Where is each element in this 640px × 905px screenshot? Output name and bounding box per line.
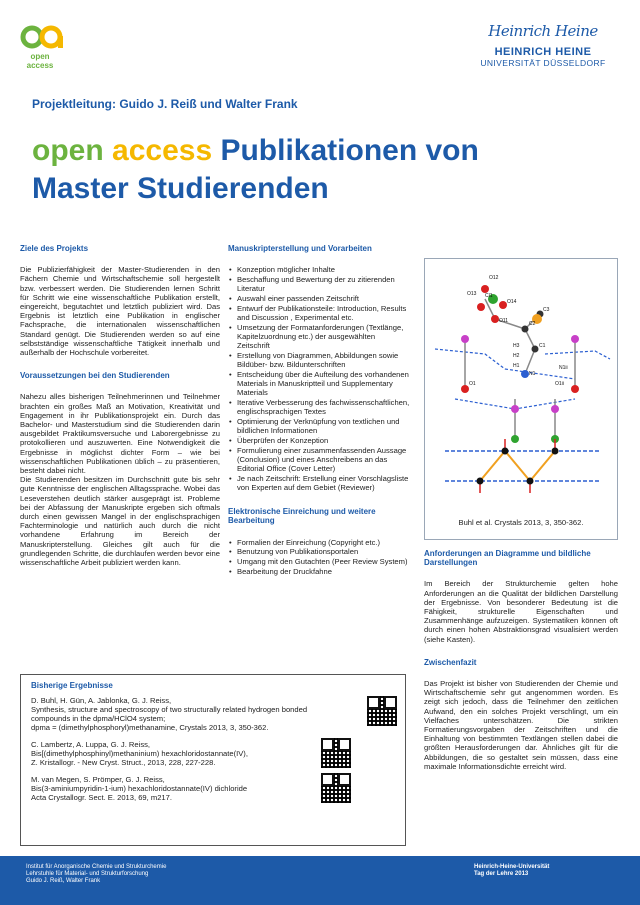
reference-item bbox=[31, 775, 395, 802]
atom-label: C3 bbox=[543, 307, 550, 313]
list-item: • Auswahl einer passenden Zeitschrift bbox=[228, 294, 410, 303]
footer-line: Guido J. Reiß, Walter Frank bbox=[26, 878, 101, 884]
list-item: • Entwurf der Publikationsteile: Introduction, Results and Discussion , Experimental etc. bbox=[228, 304, 410, 322]
left-column bbox=[20, 244, 220, 567]
footer-line: Lehrstuhle für Material- und Strukturforschung bbox=[26, 871, 149, 877]
list-item: • Benutzung von Publikationsportalen bbox=[228, 547, 410, 556]
atom-label: H2 bbox=[513, 353, 520, 359]
title-line2: Master Studierenden bbox=[32, 172, 329, 205]
atom-label: C1 bbox=[539, 343, 546, 349]
list-item: • Je nach Zeitschrift: Erstellung einer Vorschlagsliste von Experten auf dem Gebiet (Reviewer) bbox=[228, 474, 410, 492]
reference-title: Synthesis, structure and spectroscopy of two structurally related hydrogen bonded compounds in the dpma/HClO4 system; bbox=[31, 705, 308, 723]
atom-label: Cl1 bbox=[485, 293, 493, 299]
manuscript-list bbox=[228, 265, 410, 492]
diagram-heading: Anforderungen an Diagramme und bildliche Darstellungen bbox=[424, 549, 591, 568]
open-access-logo bbox=[20, 24, 80, 70]
footer-line: Heinrich-Heine-Universität bbox=[474, 864, 550, 870]
list-item: • Entscheidung über die Aufteilung des vorhandenen Materials in Manuskriptteil und Supplementary Materials bbox=[228, 370, 410, 398]
university-subtitle: UNIVERSITÄT DÜSSELDORF bbox=[480, 58, 606, 68]
prereq-text-2: Die Studierenden besitzen im Durchschnitt gute bis sehr gute Kenntnisse der englischen Alltagssprache. Wobei das Leseverstehen deutlich stärker ausgeprägt ist. Probleme bei der Abfassung der Manuskripte ergeben sich oftmals durch einen gewissen Mangel in der englischsprachigen Fachterminologie und natürlich auch durch die nicht vorhandene Erfahrung im Bereich der Manuskripterstellung. Gleiches gilt auch für die grundlegenden Schritte, die durchlaufen werden bevor eine wissenschaftliche Arbeit publiziert werden kann. bbox=[20, 475, 220, 568]
list-item: • Beschaffung und Bewertung der zu zitierenden Literatur bbox=[228, 275, 410, 293]
reference-item bbox=[31, 696, 395, 732]
atom-label: N1 bbox=[529, 371, 536, 377]
middle-column bbox=[228, 244, 410, 577]
atom-label: O13 bbox=[467, 291, 477, 297]
list-item: • Konzeption möglicher Inhalte bbox=[228, 265, 410, 274]
open-access-icon bbox=[20, 24, 64, 50]
atom-label: O1 bbox=[469, 381, 476, 387]
reference-authors: D. Buhl, H. Gün, A. Jablonka, G. J. Reiss, bbox=[31, 696, 172, 705]
title-rest: Publikationen von bbox=[220, 134, 479, 167]
submission-list bbox=[228, 538, 410, 577]
list-item: • Erstellung von Diagrammen, Abbildungen sowie Bildüber- bzw. Bildunterschriften bbox=[228, 351, 410, 369]
footer-bar bbox=[0, 856, 640, 905]
atom-label: H1 bbox=[513, 363, 520, 369]
footer-line: Institut für Anorganische Chemie und Strukturchemie bbox=[26, 864, 167, 870]
goals-text: Die Publizierfähigkeit der Master-Studierenden in den Fächern Chemie und Wirtschaftschemie soll hergestellt bzw. verbessert werden. Die Studierenden lernen Schritt für Schritt wie eine wissenschaftliche Publikation erstellt, eingereicht, begutachtet und letztlich publiziert wird. Das Ergebnis ist letztlich eine Publikation in englischer Fachsprache, die internationalen wissenschaftlichen Standard genügt. Die Studierenden werden so auf eine selbstständige wissenschaftliche Tätigkeit innerhalb und außerhalb der Hochschule vorbereitet. bbox=[20, 265, 220, 358]
qr-code[interactable] bbox=[367, 696, 397, 726]
crystal-structure-diagram bbox=[425, 259, 619, 509]
list-item: • Formalien der Einreichung (Copyright etc.) bbox=[228, 538, 410, 547]
atom-label: O12 bbox=[489, 275, 499, 281]
figure-caption: Buhl et al. Crystals 2013, 3, 350-362. bbox=[458, 518, 584, 527]
list-item: • Formulierung einer zusammenfassenden Aussage (Conclusion) und eines Anschreibens an das Editorial Office (Cover Letter) bbox=[228, 446, 410, 474]
atom-label: N1ii bbox=[559, 365, 568, 371]
manuscript-heading: Manuskripterstellung und Vorarbeiten bbox=[228, 244, 372, 253]
atom-label: O14 bbox=[507, 299, 517, 305]
university-logo bbox=[468, 22, 618, 68]
right-column bbox=[424, 549, 618, 771]
footer-university bbox=[474, 864, 549, 878]
submission-heading: Elektronische Einreichung und weitere Bearbeitung bbox=[228, 507, 376, 526]
goals-heading: Ziele des Projekts bbox=[20, 244, 89, 253]
results-box bbox=[20, 674, 406, 846]
results-heading: Bisherige Ergebnisse bbox=[31, 681, 113, 690]
reference-source: Acta Crystallogr. Sect. E. 2013, 69, m217. bbox=[31, 793, 172, 802]
footer-institute bbox=[26, 864, 166, 885]
reference-title: Bis[(dimethylphosphinyl)methaninium) hexachloridostannate(IV), bbox=[31, 749, 248, 758]
list-item: • Umgang mit den Gutachten (Peer Review System) bbox=[228, 557, 410, 566]
interim-text: Das Projekt ist bisher von Studierenden der Chemie und Wirtschaftschemie sehr gut angenommen worden. Es zeigt sich jedoch, dass die Teilnehmer den zeitlichen Aufwand, den ein solches Projekt verschlingt, um ein Vielfaches unterschätzen. Die strikten Formatierungsvorgaben der Zeitschriften und die Einhaltung von bestimmten Textlängen stellen dabei die größten Herausforderungen dar. Ähnliches gilt für die Abbildungen, die so gestaltet sein müssen, dass eine maximale Informationsdichte erreicht wird. bbox=[424, 679, 618, 771]
atom-label: H3 bbox=[513, 343, 520, 349]
atom-label: O1ii bbox=[555, 381, 564, 387]
qr-code[interactable] bbox=[321, 738, 351, 768]
university-signature: Heinrich Heine bbox=[488, 22, 598, 40]
reference-title: Bis(3-aminiumpyridin-1-ium) hexachloridostannate(IV) dichloride bbox=[31, 784, 248, 793]
poster-title bbox=[32, 132, 612, 208]
university-name: HEINRICH HEINE bbox=[494, 46, 592, 58]
list-item: • Bearbeitung der Druckfahne bbox=[228, 567, 410, 576]
atom-label: O11 bbox=[499, 318, 509, 324]
footer-line: Tag der Lehre 2013 bbox=[474, 871, 529, 877]
list-item: • Umsetzung der Formatanforderungen (Textlänge, Kapitelzuordnung etc.) der ausgewählten Zeitschrift bbox=[228, 323, 410, 351]
prereq-heading: Voraussetzungen bei den Studierenden bbox=[20, 371, 170, 381]
reference-authors: C. Lambertz, A. Luppa, G. J. Reiss, bbox=[31, 740, 151, 749]
reference-authors: M. van Megen, S. Prömper, G. J. Reiss, bbox=[31, 775, 165, 784]
atom-label: C2 bbox=[529, 321, 536, 327]
list-item: • Iterative Verbesserung des fachwissenschaftlichen, englischsprachigen Textes bbox=[228, 398, 410, 416]
diagram-text: Im Bereich der Strukturchemie gelten hohe Anforderungen an die Qualität der bildlichen Darstellung der Ergebnisse. Von besonderer Bedeutung ist die Fähigkeit, strukturelle Eigenschaften und Zusammenhänge aufzuzeigen. Systematiken können oft durch einen hohen Abstraktionsgrad visualisiert werden (siehe Kasten). bbox=[424, 579, 618, 644]
reference-item bbox=[31, 740, 395, 767]
qr-code[interactable] bbox=[321, 773, 351, 803]
title-open: open bbox=[32, 134, 104, 167]
list-item: • Überprüfen der Konzeption bbox=[228, 436, 410, 445]
interim-heading: Zwischenfazit bbox=[424, 657, 477, 667]
crystal-structure-figure bbox=[424, 258, 618, 540]
logo-text: open access bbox=[26, 52, 54, 70]
reference-source: Z. Kristallogr. - New Cryst. Struct., 2013, 228, 227-228. bbox=[31, 758, 216, 767]
title-access: access bbox=[112, 134, 213, 167]
project-lead: Projektleitung: Guido J. Reiß und Walter Frank bbox=[32, 97, 298, 111]
reference-source: dpma = (dimethylphosphoryl)methanamine, Crystals 2013, 3, 350-362. bbox=[31, 723, 269, 732]
list-item: • Optimierung der Verknüpfung von textlichen und bildlichen Informationen bbox=[228, 417, 410, 435]
prereq-text-1: Nahezu alles bisherigen Teilnehmerinnen und Teilnehmer brachten ein großes Maß an Motivation, Kreativität und Engagement in ihr Publikationsprojekt ein. Durch das Bachelor- und Masterstudium sind die Studierenden darin ausgebildet Praktikumsversuche und Laborergebnisse zu protokollieren und auszuwerten. Eine Notwendigkeit die Ergebnisse in möglichst dichter Form – wie bei wissenschaftlichen Publikationen üblich – zu präsentieren, besteht dabei nicht. bbox=[20, 392, 220, 476]
